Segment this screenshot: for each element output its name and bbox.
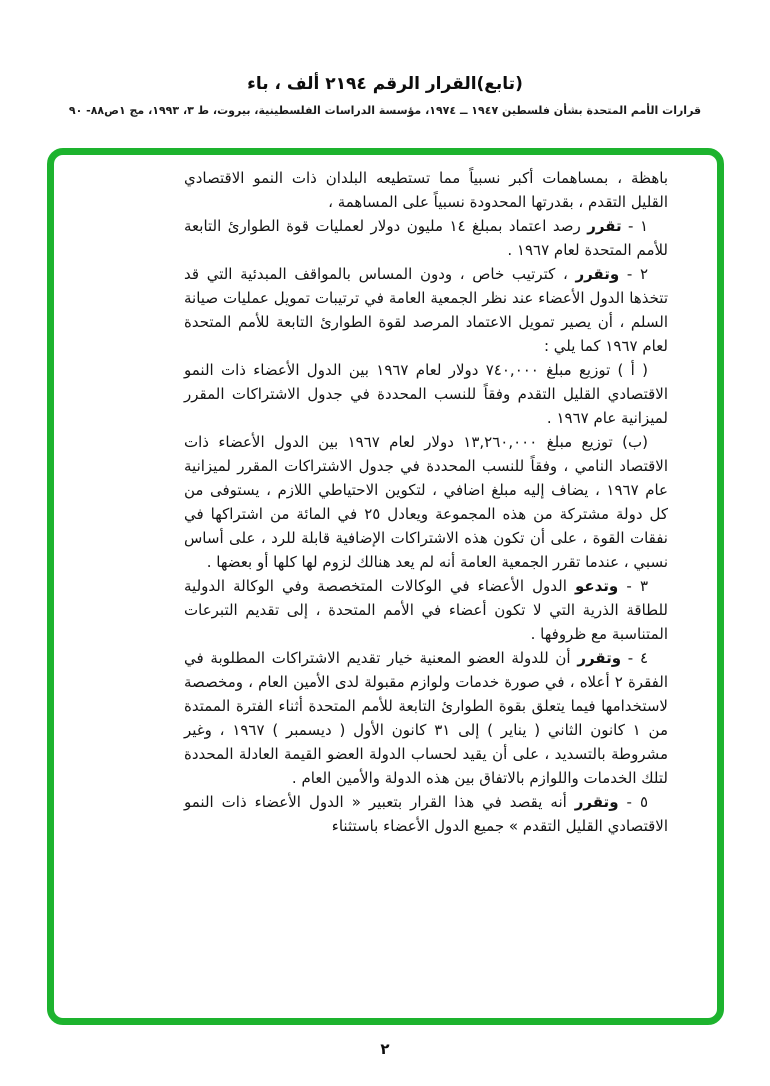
paragraph-text: ، كترتيب خاص ، ودون المساس بالمواقف المبدئية التي قد تتخذها الدول الأعضاء عند نظر الجمعية العامة في ترتيبات تمويل عمليات صيانة السلم ، أن يصير تمويل الاعتماد المرصد لقوة الطوارئ التابعة للأمم المتحدة لعام ١٩٦٧ كما يلي :: [184, 265, 668, 355]
paragraph: [184, 646, 668, 790]
paragraph-lead-word: وتقرر: [574, 793, 619, 811]
resolution-title: (تابع)القرار الرقم ٢١٩٤ ألف ، باء: [247, 74, 523, 94]
paragraph-text: ٤ -: [621, 649, 649, 667]
paragraph-text: ١ -: [621, 217, 648, 235]
paragraph-lead-word: تقرر: [587, 217, 622, 235]
paragraph-lead-word: وتقرر: [577, 649, 622, 667]
paragraph: [184, 358, 668, 430]
paragraph-text: ( أ ) توزيع مبلغ ٧٤٠,٠٠٠ دولار لعام ١٩٦٧ بين الدول الأعضاء ذات النمو الاقتصادي القليل التقدم وفقاً للنسب المحددة في جدول الاشتراكات المقرر لميزانية عام ١٩٦٧ .: [184, 361, 668, 427]
paragraph: [184, 166, 668, 214]
page-number: ٢: [380, 1040, 390, 1058]
resolution-body-text: [184, 166, 668, 838]
paragraph-text: (ب) توزيع مبلغ ١٣,٢٦٠,٠٠٠ دولار لعام ١٩٦٧ بين الدول الأعضاء ذات الاقتصاد النامي ، وفقاً للنسب المحددة في جدول الاشتراكات المقرر لميزانية عام ١٩٦٧ ، يضاف إليه مبلغ اضافي ، لتكوين الاحتياطي اللازم ، يستوفى من كل دولة مشتركة من هذه المجموعة ويعادل ٢٥ في المائة من اشتراكها في نفقات القوة ، على أن تكون هذه الاشتراكات الإضافية قابلة للرد ، على أساس نسبي ، عندما تقرر الجمعية العامة أنه لم يعد هنالك لزوم لها كلها أو بعضها .: [184, 433, 669, 571]
paragraph-text: الدول الأعضاء في الوكالات المتخصصة وفي الوكالة الدولية للطاقة الذرية التي لا تكون أعضاء في الأمم المتحدة ، إلى تقديم التبرعات المتناسبة مع ظروفها .: [184, 577, 668, 643]
paragraph-text: ٢ -: [619, 265, 648, 283]
paragraph: [184, 214, 668, 262]
paragraph: [184, 430, 668, 574]
paragraph-text: ٥ -: [618, 793, 648, 811]
paragraph: [184, 262, 668, 358]
paragraph: [184, 790, 668, 838]
paragraph-text: ٣ -: [618, 577, 648, 595]
paragraph-text: أن للدولة العضو المعنية خيار تقديم الاشتراكات المطلوبة في الفقرة ٢ أعلاه ، في صورة خدمات ولوازم مقبولة لدى الأمين العام ، ومخصصة لاستخدامها فيما يتعلق بقوة الطوارئ التابعة للأمم المتحدة أثناء الفترة الممتدة من ١ كانون الثاني ( يناير ) إلى ٣١ كانون الأول ( ديسمبر ) ١٩٦٧ ، وغير مشروطة بالتسديد ، على أن يقيد لحساب الدولة العضو القيمة العادلة المحددة لتلك الخدمات واللوازم بالاتفاق بين هذه الدولة والأمين العام .: [184, 649, 669, 787]
source-citation: قرارات الأمم المتحدة بشأن فلسطين ١٩٤٧ ــ ١٩٧٤، مؤسسة الدراسات الفلسطينية، بيروت، ط ٣، ١٩٩٣، مج ١ص٨٨- ٩٠: [68, 104, 702, 117]
page-header: [0, 74, 770, 117]
paragraph-text: باهظة ، بمساهمات أكبر نسبياً مما تستطيعه البلدان ذات النمو الاقتصادي القليل التقدم ، بقدرتها المحدودة نسبياً على المساهمة ،: [184, 169, 668, 211]
paragraph-text: رصد اعتماد بمبلغ ١٤ مليون دولار لعمليات قوة الطوارئ التابعة للأمم المتحدة لعام ١٩٦٧ .: [184, 217, 668, 259]
paragraph-lead-word: وتقرر: [575, 265, 620, 283]
paragraph: [184, 574, 668, 646]
paragraph-lead-word: وتدعو: [574, 577, 619, 595]
paragraph-text: أنه يقصد في هذا القرار بتعبير « الدول الأعضاء ذات النمو الاقتصادي القليل التقدم » جميع الدول الأعضاء باستثناء: [184, 793, 668, 835]
